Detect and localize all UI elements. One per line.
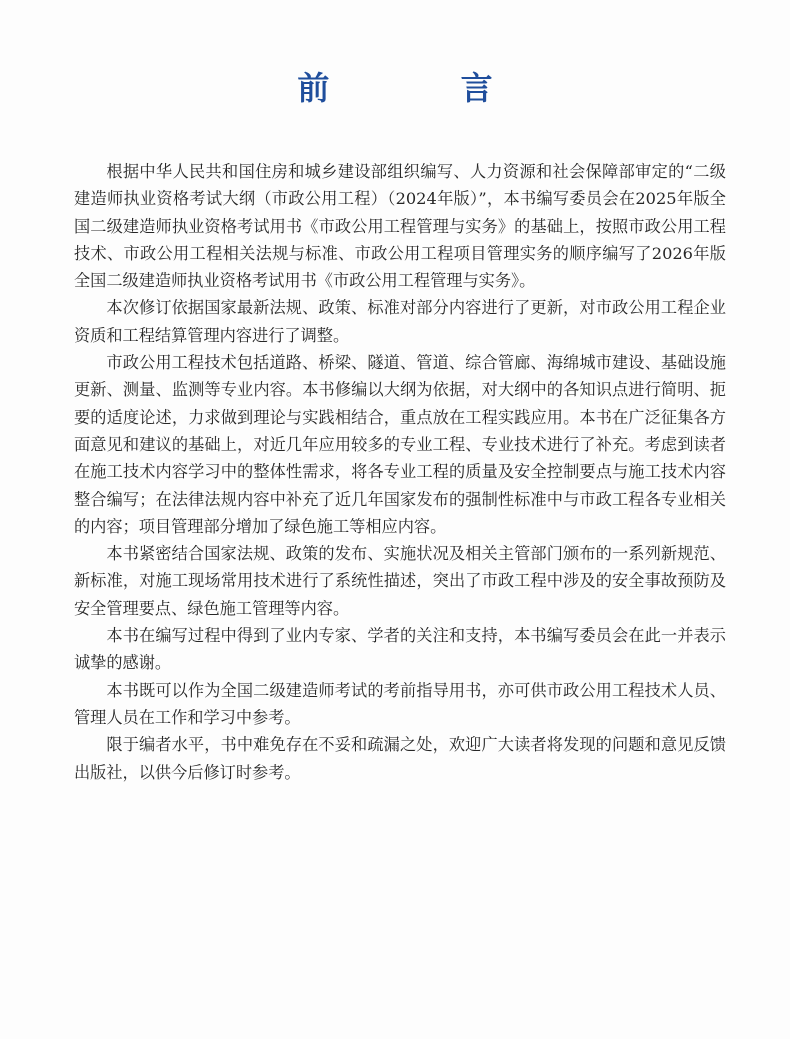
paragraph-4: 本书紧密结合国家法规、政策的发布、实施状况及相关主管部门颁布的一系列新规范、新标准，对施工现场常用技术进行了系统性描述，突出了市政工程中涉及的安全事故预防及安全管理要点、绿色施工管理等内容。 — [74, 544, 726, 618]
paragraph-2: 本次修订依据国家最新法规、政策、标准对部分内容进行了更新，对市政公用工程企业资质和工程结算管理内容进行了调整。 — [74, 298, 726, 345]
page-title: 前 言 — [297, 69, 553, 107]
paragraph-7: 限于编者水平，书中难免存在不妥和疏漏之处，欢迎广大读者将发现的问题和意见反馈出版社，以供今后修订时参考。 — [74, 735, 726, 782]
preface-body — [74, 158, 726, 786]
paragraph-1: 根据中华人民共和国住房和城乡建设部组织编写、人力资源和社会保障部审定的“二级建造师执业资格考试大纲（市政公用工程）（2024年版）”，本书编写委员会在2025年版全国二级建造师执业资格考试用书《市政公用工程管理与实务》的基础上，按照市政公用工程技术、市政公用工程相关法规与标准、市政公用工程项目管理实务的顺序编写了2026年版全国二级建造师执业资格考试用书《市政公用工程管理与实务》。 — [74, 162, 726, 291]
paragraph-6: 本书既可以作为全国二级建造师考试的考前指导用书，亦可供市政公用工程技术人员、管理人员在工作和学习中参考。 — [74, 680, 726, 727]
paragraph-5: 本书在编写过程中得到了业内专家、学者的关注和支持，本书编写委员会在此一并表示诚挚的感谢。 — [74, 626, 726, 673]
paragraph-3: 市政公用工程技术包括道路、桥梁、隧道、管道、综合管廊、海绵城市建设、基础设施更新、测量、监测等专业内容。本书修编以大纲为依据，对大纲中的各知识点进行简明、扼要的适度论述，力求做到理论与实践相结合，重点放在工程实践应用。本书在广泛征集各方面意见和建议的基础上，对近几年应用较多的专业工程、专业技术进行了补充。考虑到读者在施工技术内容学习中的整体性需求，将各专业工程的质量及安全控制要点与施工技术内容整合编写；在法律法规内容中补充了近几年国家发布的强制性标准中与市政工程各专业相关的内容；项目管理部分增加了绿色施工等相应内容。 — [74, 353, 726, 536]
